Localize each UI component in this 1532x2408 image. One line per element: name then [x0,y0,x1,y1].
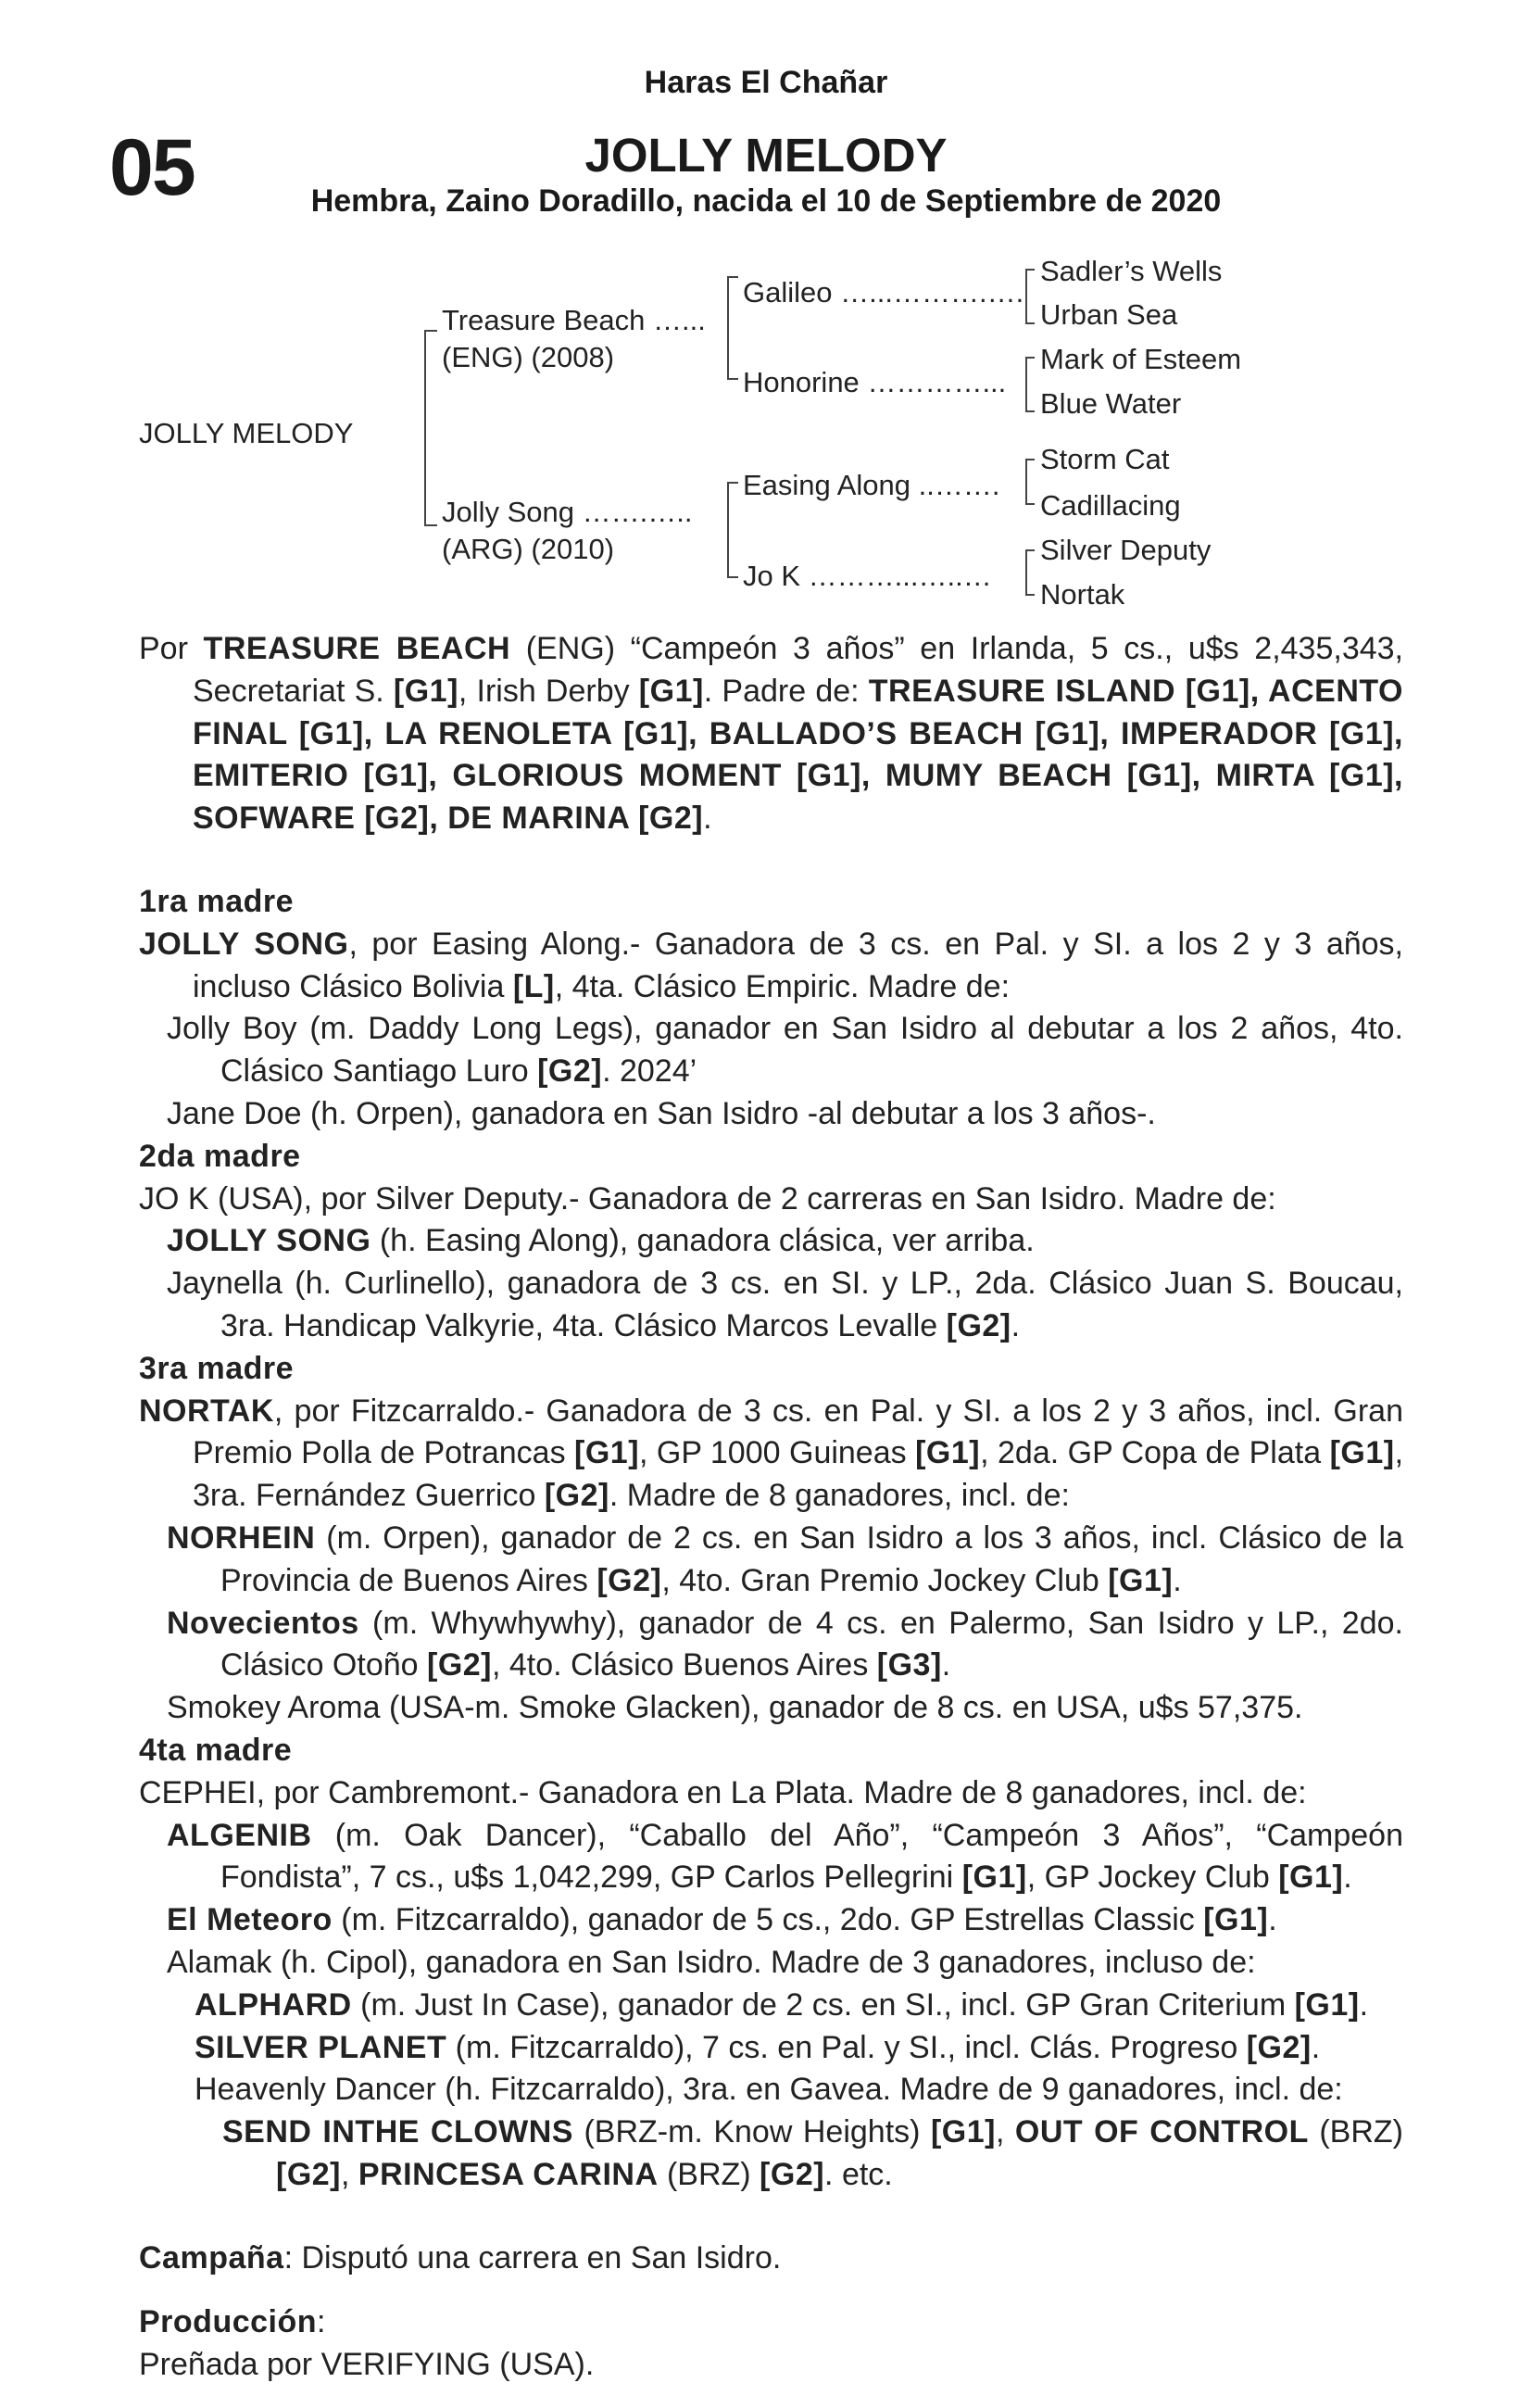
pedigree-bracket [1025,459,1035,505]
grade: [G3] [876,1647,942,1683]
pedigree-gg-7: Silver Deputy [1040,534,1212,566]
name: Easing Along [743,469,910,501]
produce-name: SILVER PLANET [195,2029,447,2065]
spacer [139,2197,1403,2238]
grade: [G2] [544,1478,609,1514]
grade: [G2] [276,2156,341,2192]
text: . 2024’ [602,1053,697,1090]
text: , por Fitzcarraldo.- Ganadora de 3 cs. en Pal. y SI. a los 2 y 3 años, incl. Gran Premio Polla de Potrancas [193,1393,1403,1471]
dam-name: JOLLY SONG [139,926,349,962]
text: , 4ta. Clásico Empiric. Madre de: [554,968,1011,1004]
text: : [317,2304,326,2340]
produce-entry [139,1899,1403,1942]
dots: …...……….…. [840,276,1024,309]
name: Galileo [743,276,833,309]
text: , 2da. GP Copa de Plata [980,1435,1330,1471]
text: , 4to. Gran Premio Jockey Club [661,1562,1109,1598]
text: Jaynella (h. Curlinello), ganadora de 3 cs. en SI. y LP., 2da. Clásico Juan S. Boucau, 3ra. Handicap Valkyrie, 4ta. Clásico Marcos Levalle [167,1266,1403,1343]
text: (m. Fitzcarraldo), 7 cs. en Pal. y SI., incl. Clás. Progreso [446,2029,1247,2065]
pedigree-bracket [727,482,738,578]
section-heading: 2da madre [139,1138,301,1174]
produce-name: El Meteoro [167,1902,333,1938]
text: , por Easing Along.- Ganadora de 3 cs. en Pal. y SI. a los 2 y 3 años, incluso Clásico Bolivia [193,926,1403,1004]
produce-name: NORHEIN [167,1519,316,1556]
grade: [G2] [946,1307,1011,1343]
text: Jolly Boy (m. Daddy Long Legs), ganador en San Isidro al debutar a los 2 años, 4to. Clásico Santiago Luro [167,1011,1403,1090]
produce-entry [139,1815,1403,1900]
text: (m. Fitzcarraldo), ganador de 5 cs., 2do. GP Estrellas Classic [332,1902,1204,1938]
pedigree-sire-origin: (ENG) (2008) [442,341,615,373]
text: (h. Easing Along), ganadora clásica, ver arriba. [370,1223,1035,1259]
produce-entry [139,1220,1403,1263]
second-dam-entry: JO K (USA), por Silver Deputy.- Ganadora de 2 carreras en San Isidro. Madre de: [139,1180,1276,1217]
name: Honorine [743,366,860,398]
text: (m. Whywhywhy), ganador de 4 cs. en Palermo, San Isidro y LP., 2do. Clásico Otoño [220,1605,1403,1683]
horse-name: JOLLY MELODY [584,129,948,182]
name: Jo K [743,560,801,592]
campaign-text: Disputó una carrera en San Isidro. [293,2239,782,2276]
pedigree-gg-4: Blue Water [1040,387,1182,420]
text: . Madre de 8 ganadores, incl. de: [609,1478,1070,1514]
pedigree-subject: JOLLY MELODY [139,417,354,449]
pedigree-bracket [727,276,738,380]
grade: [G1] [1294,1986,1360,2023]
text: : [283,2239,294,2276]
grade: [G2] [760,2156,825,2192]
dots: …………... [867,366,1007,398]
produce-entry: Jane Doe (h. Orpen), ganadora en San Isidro -al debutar a los 3 años-. [167,1095,1156,1131]
dots: …... [653,304,706,336]
pedigree-gg-6: Cadillacing [1040,489,1181,522]
fourth-dam-entry: CEPHEI, por Cambremont.- Ganadora en La Plata. Madre de 8 ganadores, incl. de: [139,1774,1307,1810]
sire-name: Treasure Beach [442,304,646,336]
sire-name: TREASURE BEACH [203,631,511,666]
pedigree-dam-dam [743,560,992,593]
grade: [G2] [596,1562,662,1598]
third-dam-entry [139,1391,1403,1518]
grade: [G1] [1203,1902,1269,1938]
text: , GP 1000 Guineas [639,1435,916,1471]
grade: [L] [512,968,555,1004]
grade: [G1] [1329,1435,1395,1471]
dam-name: Jolly Song [442,496,575,528]
text: . [941,1647,951,1683]
produce-name: Novecientos [167,1605,359,1641]
farm-name: Haras El Chañar [644,65,888,100]
produce-entry [139,1603,1403,1688]
pedigree-dam-sire [743,469,999,502]
produce-entry: Smokey Aroma (USA-m. Smoke Glacken), ganador de 8 cs. en USA, u$s 57,375. [167,1690,1303,1726]
sire-paragraph [139,628,1403,840]
pedigree-bracket [1025,357,1035,412]
text: . [1011,1307,1021,1343]
text: (ENG) “Campeón 3 años” en Irlanda, 5 cs., u$s 2,435,343, Secretariat S. [193,631,1403,709]
section-heading: 3ra madre [139,1350,295,1386]
text: . Padre de: [703,673,869,709]
spacer [139,840,1403,881]
text: (BRZ) [658,2156,760,2192]
catalog-body [139,628,1403,2387]
produce-entry [139,1985,1403,2027]
text: , GP Jockey Club [1026,1860,1279,1896]
sire-progeny: TREASURE ISLAND [G1], ACENTO FINAL [G1], LA RENOLETA [G1], BALLADO’S BEACH [G1], IMPERADOR [G1], EMITERIO [G1], GLORIOUS MOMENT [G1], MUMY BEACH [G1], MIRTA [G1], SOFWARE [G2], DE MARINA [G2] [193,673,1403,837]
text: . [1311,2029,1321,2065]
grade: [G1] [1108,1562,1174,1598]
grade: [G1] [638,673,704,709]
produce-entry: Heavenly Dancer (h. Fitzcarraldo), 3ra. en Gavea. Madre de 9 ganadores, incl. de: [195,2072,1343,2108]
grade: [G2] [1246,2029,1312,2065]
pedigree-dam-origin: (ARG) (2010) [442,533,615,565]
text: . etc. [824,2156,893,2192]
dots: ..……. [918,469,1000,501]
produce-entry: Alamak (h. Cipol), ganadora en San Isidro. Madre de 3 ganadores, incluso de: [167,1944,1256,1980]
produce-name: SEND INTHE CLOWNS [222,2114,573,2150]
produce-name: OUT OF CONTROL [1014,2114,1309,2150]
spacer [139,2279,1403,2301]
pedigree-bracket [1025,549,1035,596]
dam-name: NORTAK [139,1393,274,1429]
grade: [G2] [427,1647,492,1683]
produce-entry [139,1008,1403,1093]
production-label: Producción [139,2304,318,2340]
grade: [G1] [961,1860,1027,1896]
grade: [G2] [537,1053,603,1090]
grade: [G1] [1278,1860,1344,1896]
text: (m. Orpen), ganador de 2 cs. en San Isidro a los 3 años, incl. Clásico de la Provincia de Buenos Aires [220,1519,1403,1598]
grade: [G1] [393,673,458,709]
text: Por [139,631,204,666]
text: (BRZ) [1308,2114,1404,2150]
text: , Irish Derby [458,673,639,709]
pedigree-bracket [424,330,437,526]
section-heading: 4ta madre [139,1732,293,1768]
text: . [1359,1986,1369,2023]
pedigree-gg-2: Urban Sea [1040,298,1178,331]
campaign-line [139,2238,1403,2280]
pedigree-sire-sire [743,276,1023,309]
text: (BRZ-m. Know Heights) [573,2114,931,2150]
pedigree-dam [442,496,693,529]
production-label-line [139,2301,1403,2344]
section-heading: 1ra madre [139,883,295,919]
text: , 3ra. Fernández Guerrico [193,1435,1404,1514]
text: . [1343,1860,1352,1896]
text: . [1173,1562,1182,1598]
grade: [G1] [930,2114,996,2150]
text: . [703,801,712,837]
text: (m. Oak Dancer), “Caballo del Año”, “Campeón 3 Años”, “Campeón Fondista”, 7 cs., u$s 1,042,299, GP Carlos Pellegrini [220,1817,1403,1896]
produce-entry [139,2112,1403,2197]
produce-name: JOLLY SONG [167,1223,371,1259]
lot-number: 05 [109,123,195,212]
text: , [995,2114,1015,2150]
pedigree-bracket [1025,269,1035,324]
grade: [G1] [915,1435,981,1471]
first-dam-entry [139,924,1403,1009]
pedigree-sire [442,304,706,337]
produce-entry [139,1518,1403,1603]
dots: ………...…..… [808,560,992,592]
pedigree-gg-3: Mark of Esteem [1040,343,1242,375]
text: , 4to. Clásico Buenos Aires [492,1647,877,1683]
pedigree-gg-8: Nortak [1040,578,1125,611]
text: (m. Just In Case), ganador de 2 cs. en SI., incl. GP Gran Criterium [351,1986,1295,2023]
grade: [G1] [574,1435,640,1471]
production-text: Preñada por VERIFYING (USA). [139,2347,595,2383]
pedigree-gg-1: Sadler’s Wells [1040,255,1223,287]
text: , [341,2156,358,2192]
campaign-label: Campaña [139,2239,284,2276]
horse-description: Hembra, Zaino Doradillo, nacida el 10 de Septiembre de 2020 [310,183,1222,219]
pedigree-sire-dam [743,366,1006,399]
produce-entry [139,1263,1403,1348]
produce-entry [139,2027,1403,2070]
dots: …….….. [582,496,693,528]
produce-name: PRINCESA CARINA [358,2156,659,2192]
text: . [1268,1902,1277,1938]
produce-name: ALPHARD [195,1986,352,2023]
pedigree-gg-5: Storm Cat [1040,443,1170,475]
produce-name: ALGENIB [167,1817,312,1853]
